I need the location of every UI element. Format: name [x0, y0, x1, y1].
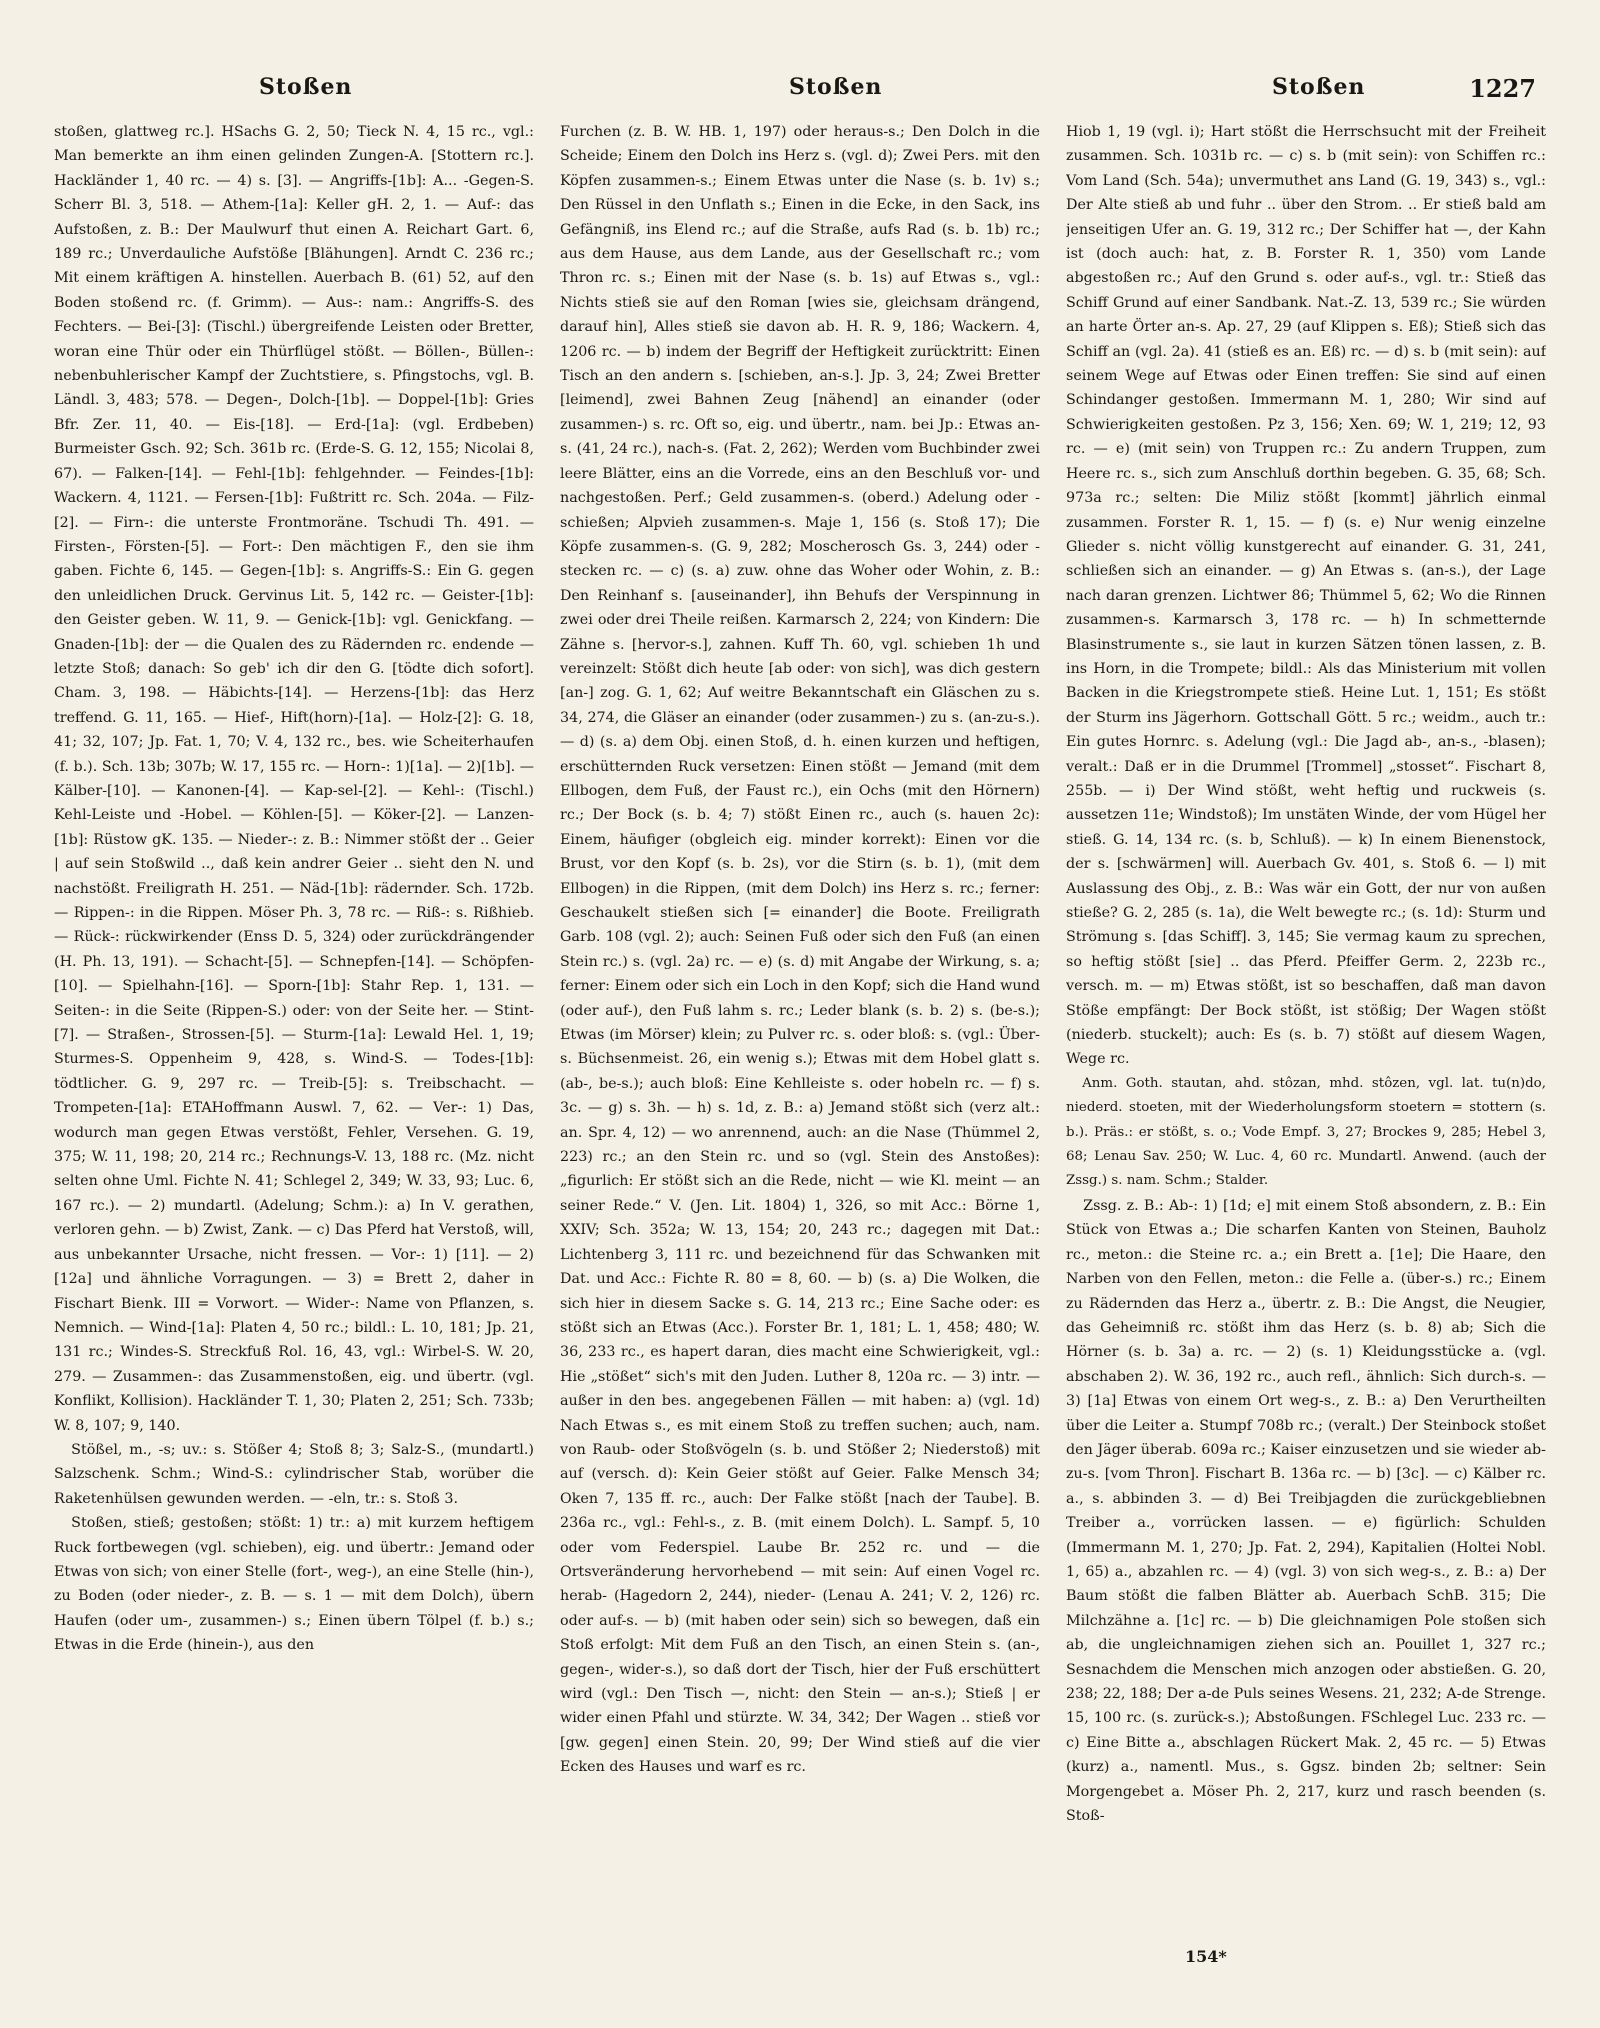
page-number: 1227: [1469, 74, 1536, 103]
column-left: [54, 120, 534, 1950]
entry-paragraph: Furchen (z. B. W. HB. 1, 197) oder heraus-s.; Den Dolch in die Scheide; Einem den Dolch ins Herz s. (vgl. d); Zwei Pers. mit den Köpfen zusammen-s.; Einem Etwas unter die Nase (s. b. 1v) s.; Den Rüssel in den Unflath s.; Einen in die Ecke, in den Sack, ins Gefängniß, ins Elend rc.; auf die Straße, aufs Rad (s. b. 1b) rc.; aus dem Hause, aus dem Lande, aus der Gesellschaft rc.; vom Thron rc. s.; Einen mit der Nase (s. b. 1s) auf Etwas s., vgl.: Nichts stieß sie auf den Roman [wies sie, gleichsam drängend, darauf hin], Alles stieß sie davon ab. H. R. 9, 186; Wackern. 4, 1206 rc. — b) indem der Begriff der Heftigkeit zurücktritt: Einen Tisch an den andern s. [schieben, an-s.]. Jp. 3, 24; Zwei Bretter [leimend], zwei Bahnen Zeug [nähend] an einander (oder zusammen-) s. rc. Oft so, eig. und übertr., nam. bei Jp.: Etwas an-s. (41, 24 rc.), nach-s. (Fat. 2, 262); Werden vom Buchbinder zwei leere Blätter, eins an die Vorrede, eins an den Beschluß vor- und nachgestoßen. Perf.; Geld zusammen-s. (oberd.) Adelung oder -schießen; Alpvieh zusammen-s. Maje 1, 156 (s. Stoß 17); Die Köpfe zusammen-s. (G. 9, 282; Moscherosch Gs. 3, 244) oder -stecken rc. — c) (s. a) zuw. ohne das Woher oder Wohin, z. B.: Den Reinhanf s. [auseinander], ihn Behufs der Verspinnung in zwei oder drei Theile reißen. Karmarsch 2, 224; von Kindern: Die Zähne s. [hervor-s.], zahnen. Kuff Th. 60, vgl. schieben 1h und vereinzelt: Stößt dich heute [ab oder: von sich], was dich gestern [an-] zog. G. 1, 62; Auf weitre Bekanntschaft ein Gläschen zu s. 34, 274, die Gläser an einander (oder zusammen-) zu s. (an-zu-s.). — d) (s. a) dem Obj. einen Stoß, d. h. einen kurzen und heftigen, erschütternden Ruck versetzen: Einen stößt — Jemand (mit dem Ellbogen, dem Fuß, der Faust rc.), ein Ochs (mit den Hörnern) rc.; Der Bock (s. b. 4; 7) stößt Einen rc., auch (s. hauen 2c): Einem, häufiger (obgleich eig. minder korrekt): Einen vor die Brust, vor den Kopf (s. b. 2s), vor die Stirn (s. b. 1), (mit dem Ellbogen) in die Rippen, (mit dem Dolch) ins Herz s. rc.; ferner: Geschaukelt stießen sich [= einander] die Boote. Freiligrath Garb. 108 (vgl. 2); auch: Seinen Fuß oder sich den Fuß (an einen Stein rc.) s. (vgl. 2a) rc. — e) (s. d) mit Angabe der Wirkung, s. a; ferner: Einem oder sich ein Loch in den Kopf; sich die Hand wund (oder auf-), den Fuß lahm s. rc.; Leder blank (s. b. 2) s. (be-s.); Etwas (im Mörser) klein; zu Pulver rc. s. oder bloß: s. (vgl.: Über-s. Büchsenmeist. 26, ein wenig s.); Etwas mit dem Hobel glatt s. (ab-, be-s.); auch bloß: Eine Kehlleiste s. oder hobeln rc. — f) s. 3c. — g) s. 3h. — h) s. 1d, z. B.: a) Jemand stößt sich (verz alt.: an. Spr. 4, 12) — wo anrennend, auch: an die Nase (Thümmel 2, 223) rc.; an den Stein rc. und so (vgl. Stein des Anstoßes): „figurlich: Er stößt sich an die Rede, nicht — wie Kl. meint — an seiner Rede.“ V. (Jen. Lit. 1804) 1, 326, so mit Acc.: Börne 1, XXIV; Sch. 352a; W. 13, 154; 20, 243 rc.; dagegen mit Dat.: Lichtenberg 3, 111 rc. und bezeichnend für das Schwanken mit Dat. und Acc.: Fichte R. 80 = 8, 60. — b) (s. a) Die Wolken, die sich hier in diesem Sacke s. G. 14, 213 rc.; Eine Sache oder: es stößt sich an Etwas (Acc.). Forster Br. 1, 181; L. 1, 458; 480; W. 36, 233 rc., es hapert daran, dies macht eine Schwierigkeit, vgl.: Hie „stößet“ sich's mit den Juden. Luther 8, 120a rc. — 3) intr. — außer in den bes. angegebenen Fällen — mit haben: a) (vgl. 1d) Nach Etwas s., es mit einem Stoß zu treffen suchen; auch, nam. von Raub- oder Stoßvögeln (s. b. und Stößer 2; Niederstoß) mit auf (versch. d): Kein Geier stößt auf Geier. Falke Mensch 34; Oken 7, 135 ff. rc., auch: Der Falke stößt [nach der Taube]. B. 236a rc., vgl.: Fehl-s., z. B. (mit einem Dolch). L. Sampf. 5, 10 oder vom Federspiel. Laube Br. 252 rc. und — die Ortsveränderung hervorhebend — mit sein: Auf einen Vogel rc. herab- (Hagedorn 2, 244), nieder- (Lenau A. 241; V. 2, 126) rc. oder auf-s. — b) (mit haben oder sein) sich so bewegen, daß ein Stoß erfolgt: Mit dem Fuß an den Tisch, an einen Stein s. (an-, gegen-, wider-s.), so daß dort der Tisch, hier der Fuß erschüttert wird (vgl.: Den Tisch —, nicht: den Stein — an-s.); Stieß | er wider einen Pfahl und stürzte. W. 34, 342; Der Wagen .. stieß vor [gw. gegen] einen Stein. 20, 99; Der Wind stieß auf die vier Ecken des Hauses und warf es rc.: [560, 124, 1040, 1776]
text-columns: [54, 120, 1546, 1950]
left-running-headword: Stoßen: [259, 74, 353, 100]
center-running-headword: Stoßen: [789, 74, 883, 100]
entry-paragraph: Stößel, m., -s; uv.: s. Stößer 4; Stoß 8; 3; Salz-S., (mundartl.) Salzschenk. Schm.; Wind-S.: cylindrischer Stab, worüber die Raketenhülsen gewunden werden. — -eln, tr.: s. Stoß 3.: [54, 1441, 534, 1507]
entry-paragraph: Hiob 1, 19 (vgl. i); Hart stößt die Herrschsucht mit der Freiheit zusammen. Sch. 1031b rc. — c) s. b (mit sein): von Schiffen rc.: Vom Land (Sch. 54a); unvermuthet ans Land (G. 19, 343) s., vgl.: Der Alte stieß ab und fuhr .. über den Strom. .. Er stieß bald am jenseitigen Ufer an. G. 19, 312 rc.; Der Schiffer hat —, der Kahn ist (doch auch: hat, z. B. Forster R. 1, 350) vom Lande abgestoßen rc.; Auf den Grund s. oder auf-s., vgl. tr.: Stieß das Schiff Grund auf einer Sandbank. Nat.-Z. 13, 539 rc.; Sie würden an harte Örter an-s. Ap. 27, 29 (auf Klippen s. Eß); Stieß sich das Schiff an (vgl. 2a). 41 (stieß es an. Eß) rc. — d) s. b (mit sein): auf seinem Wege auf Etwas oder Einen treffen: Sie sind auf einen Schindanger gestoßen. Immermann M. 1, 280; Wir sind auf Schwierigkeiten gestoßen. Pz 3, 156; Xen. 69; W. 1, 219; 12, 93 rc. — e) (mit sein) von Truppen rc.: Zu andern Truppen, zum Heere rc. s., sich zum Anschluß dorthin begeben. G. 35, 68; Sch. 973a rc.; selten: Die Miliz stößt [kommt] jährlich einmal zusammen. Forster R. 1, 15. — f) (s. e) Nur wenig einzelne Glieder s. nicht völlig kunstgerecht auf einander. G. 31, 241, schließen sich an einander. — g) An Etwas s. (an-s.), der Lage nach daran grenzen. Lichtwer 86; Thümmel 5, 62; Wo die Rinnen zusammen-s. Karmarsch 3, 178 rc. — h) In schmetternde Blasinstrumente s., sie laut in kurzen Sätzen tönen lassen, z. B. ins Horn, in die Trompete; bildl.: Als das Ministerium mit vollen Backen in die Kriegstrompete stieß. Heine Lut. 1, 151; Es stößt der Sturm ins Jägerhorn. Gottschall Gött. 5 rc.; weidm., auch tr.: Ein gutes Hornrc. s. Adelung (vgl.: Die Jagd ab-, an-s., -blasen); veralt.: Daß er in die Drummel [Trommel] „stosset“. Fischart 8, 255b. — i) Der Wind stößt, weht heftig und ruckweis (s. aussetzen 11e; Windstoß); Im unstäten Winde, der vom Hügel her stieß. G. 14, 134 rc. (s. b, Schluß). — k) In einem Bienenstock, der s. [schwärmen] will. Auerbach Gv. 401, s. Stoß 6. — l) mit Auslassung des Obj., z. B.: Was wär ein Gott, der nur von außen stieße? G. 2, 285 (s. 1a), die Welt bewegte rc.; (s. 1d): Sturm und Strömung s. [das Schiff]. 3, 145; Sie vermag kaum zu sprechen, so heftig stößt [sie] .. das Pferd. Pfeiffer Germ. 2, 223b rc., versch. m. — m) Etwas stößt, ist so beschaffen, daß man davon Stöße empfängt: Der Bock stößt, ist stößig; Der Wagen stößt (niederb. stuckelt); auch: Es (s. b. 7) stößt auf diesem Wagen, Wege rc.: [1066, 124, 1546, 1068]
etymology-note: Anm. Goth. stautan, ahd. stôzan, mhd. stôzen, vgl. lat. tu(n)do, niederd. stoeten, mit der Wiederholungsform stoetern = stottern (s. b.). Präs.: er stößt, s. o.; Vode Empf. 3, 27; Brockes 9, 285; Hebel 3, 68; Lenau Sav. 250; W. Luc. 4, 60 rc. Mundartl. Anwend. (auch der Zssg.) s. nam. Schm.; Stalder.: [1066, 1075, 1546, 1189]
column-middle: [560, 120, 1040, 1950]
entry-paragraph: Stoßen, stieß; gestoßen; stößt: 1) tr.: a) mit kurzem heftigem Ruck fortbewegen (vgl. schieben), eig. und übertr.: Jemand oder Etwas von sich; von einer Stelle (fort-, weg-), an eine Stelle (hin-), zu Boden (oder nieder-, z. B. — s. 1 — mit dem Dolch), übern Haufen (oder um-, zusammen-) s.; Einen übern Tölpel (f. b.) s.; Etwas in die Erde (hinein-), aus den: [54, 1515, 534, 1654]
page-header: [54, 74, 1546, 120]
entry-paragraph: stoßen, glattweg rc.]. HSachs G. 2, 50; Tieck N. 4, 15 rc., vgl.: Man bemerkte an ihm einen gelinden Zungen-A. [Stottern rc.]. Hackländer 1, 40 rc. — 4) s. [3]. — Angriffs-[1b]: A... -Gegen-S. Scherr Bl. 3, 518. — Athem-[1a]: Keller gH. 2, 1. — Auf-: das Aufstoßen, z. B.: Der Maulwurf thut einen A. Reichart Gart. 6, 189 rc.; Unverdauliche Aufstöße [Blähungen]. Arndt C. 236 rc.; Mit einem kräftigen A. hinstellen. Auerbach B. (61) 52, auf den Boden stoßend rc. (f. Grimm). — Aus-: nam.: Angriffs-S. des Fechters. — Bei-[3]: (Tischl.) übergreifende Leisten oder Bretter, woran eine Thür oder ein Thürflügel stößt. — Böllen-, Büllen-: nebenbuhlerischer Kampf der Zuchtstiere, s. Pfingstochs, vgl. B. Ländl. 3, 483; 578. — Degen-, Dolch-[1b]. — Doppel-[1b]: Gries Bfr. Zer. 11, 40. — Eis-[18]. — Erd-[1a]: (vgl. Erdbeben) Burmeister Gsch. 92; Sch. 361b rc. (Erde-S. G. 12, 155; Nicolai 8, 67). — Falken-[14]. — Fehl-[1b]: fehlgehnder. — Feindes-[1b]: Wackern. 4, 1121. — Fersen-[1b]: Fußtritt rc. Sch. 204a. — Filz-[2]. — Firn-: die unterste Frontmoräne. Tschudi Th. 491. — Firsten-, Försten-[5]. — Fort-: Den mächtigen F., den sie ihm gaben. Fichte 6, 145. — Gegen-[1b]: s. Angriffs-S.: Ein G. gegen den unleidlichen Druck. Gervinus Lit. 5, 142 rc. — Geister-[1b]: den Geister geben. W. 11, 9. — Genick-[1b]: vgl. Genickfang. — Gnaden-[1b]: der — die Qualen des zu Rädernden rc. endende — letzte Stoß; danach: So geb' ich dir den G. [tödte dich sofort]. Cham. 3, 198. — Häbichts-[14]. — Herzens-[1b]: das Herz treffend. G. 11, 165. — Hief-, Hift(horn)-[1a]. — Holz-[2]: G. 18, 41; 32, 107; Jp. Fat. 1, 70; V. 4, 132 rc., bes. wie Scheiterhaufen (f. b.). Sch. 13b; 307b; W. 17, 155 rc. — Horn-: 1)[1a]. — 2)[1b]. — Kälber-[10]. — Kanonen-[4]. — Kap-sel-[2]. — Kehl-: (Tischl.) Kehl-Leiste und -Hobel. — Köhlen-[5]. — Köker-[2]. — Lanzen-[1b]: Rüstow gK. 135. — Nieder-: z. B.: Nimmer stößt der .. Geier | auf sein Stoßwild .., daß kein andrer Geier .. sieht den N. und nachstößt. Freiligrath H. 251. — Näd-[1b]: rädernder. Sch. 172b. — Rippen-: in die Rippen. Möser Ph. 3, 78 rc. — Riß-: s. Rißhieb. — Rück-: rückwirkender (Enss D. 5, 324) oder zurückdrängender (H. Ph. 13, 191). — Schacht-[5]. — Schnepfen-[14]. — Schöpfen-[10]. — Spielhahn-[16]. — Sporn-[1b]: Stahr Rep. 1, 131. — Seiten-: in die Seite (Rippen-S.) oder: von der Seite her. — Stint-[7]. — Straßen-, Strossen-[5]. — Sturm-[1a]: Lewald Hel. 1, 19; Sturmes-S. Oppenheim 9, 428, s. Wind-S. — Todes-[1b]: tödtlicher. G. 9, 297 rc. — Treib-[5]: s. Treibschacht. — Trompeten-[1a]: ETAHoffmann Auswl. 7, 62. — Ver-: 1) Das, wodurch man gegen Etwas verstößt, Fehler, Versehen. G. 19, 375; W. 11, 198; 20, 214 rc.; Rechnungs-V. 13, 188 rc. (Mz. nicht selten ohne Uml. Fichte N. 41; Schlegel 2, 349; W. 33, 93; Luc. 6, 167 rc.). — 2) mundartl. (Adelung; Schm.): a) In V. gerathen, verloren gehn. — b) Zwist, Zank. — c) Das Pferd hat Verstoß, will, aus unbekannter Ursache, nicht fressen. — Vor-: 1) [11]. — 2) [12a] und ähnliche Vorragungen. — 3) = Brett 2, daher in Fischart Bienk. III = Vorwort. — Wider-: Name von Pflanzen, s. Nemnich. — Wind-[1a]: Platen 4, 50 rc.; bildl.: L. 10, 181; Jp. 21, 131 rc.; Windes-S. Streckfuß Rol. 16, 43, vgl.: Wirbel-S. W. 20, 279. — Zusammen-: das Zusammenstoßen, eig. und übertr. (vgl. Konflikt, Kollision). Hackländer T. 1, 30; Platen 2, 251; Sch. 733b; W. 8, 107; 9, 140.: [54, 124, 534, 1434]
signature-mark: 154*: [1185, 1947, 1227, 1966]
entry-paragraph: Zssg. z. B.: Ab-: 1) [1d; e] mit einem Stoß absondern, z. B.: Ein Stück von Etwas a.; Die scharfen Kanten von Steinen, Bauholz rc., meton.: die Steine rc. a.; ein Brett a. [1e]; Die Haare, den Narben von den Fellen, meton.: die Felle a. (über-s.) rc.; Einem zu Rädernden das Herz a., übertr. z. B.: Die Angst, die Neugier, das Geheimniß rc. stößt ihm das Herz (s. b. 8) ab; Sich die Hörner (s. b. 3a) a. rc. — 2) (s. 1) Kleidungsstücke a. (vgl. abschaben 2). W. 36, 192 rc., auch refl., ähnlich: Sich durch-s. — 3) [1a] Etwas von einem Ort weg-s., z. B.: a) Den Verurtheilten über die Leiter a. Stumpf 708b rc.; (veralt.) Der Steinbock stoßet den Jäger überab. 609a rc.; Kaiser einzusetzen und sie wieder ab-zu-s. [vom Thron]. Fischart B. 136a rc. — b) [3c]. — c) Kälber rc. a., s. abbinden 3. — d) Bei Treibjagden die zurückgebliebnen Treiber a., vorrücken lassen. — e) figürlich: Schulden (Immermann M. 1, 270; Jp. Fat. 2, 294), Kapitalien (Holtei Nobl. 1, 65) a., abzahlen rc. — 4) (vgl. 3) von sich weg-s., z. B.: a) Der Baum stößt die falben Blätter ab. Auerbach SchB. 315; Die Milchzähne a. [1c] rc. — b) Die gleichnamigen Pole stoßen sich ab, die ungleichnamigen ziehen sich an. Pouillet 1, 327 rc.; Sesnachdem die Menschen mich anzogen oder abstießen. G. 20, 238; 22, 188; Der a-de Puls seines Wesens. 21, 232; A-de Strenge. 15, 100 rc. (s. zurück-s.); Abstoßungen. FSchlegel Luc. 233 rc. — c) Eine Bitte a., abschlagen Rückert Mak. 2, 45 rc. — 5) Etwas (kurz) a., namentl. Mus., s. Ggsz. binden 2b; seltner: Sein Morgengebet a. Möser Ph. 2, 217, kurz und rasch beenden (s. Stoß-: [1066, 1197, 1546, 1825]
column-right: [1066, 120, 1546, 1950]
right-running-headword: Stoßen: [1272, 74, 1366, 100]
